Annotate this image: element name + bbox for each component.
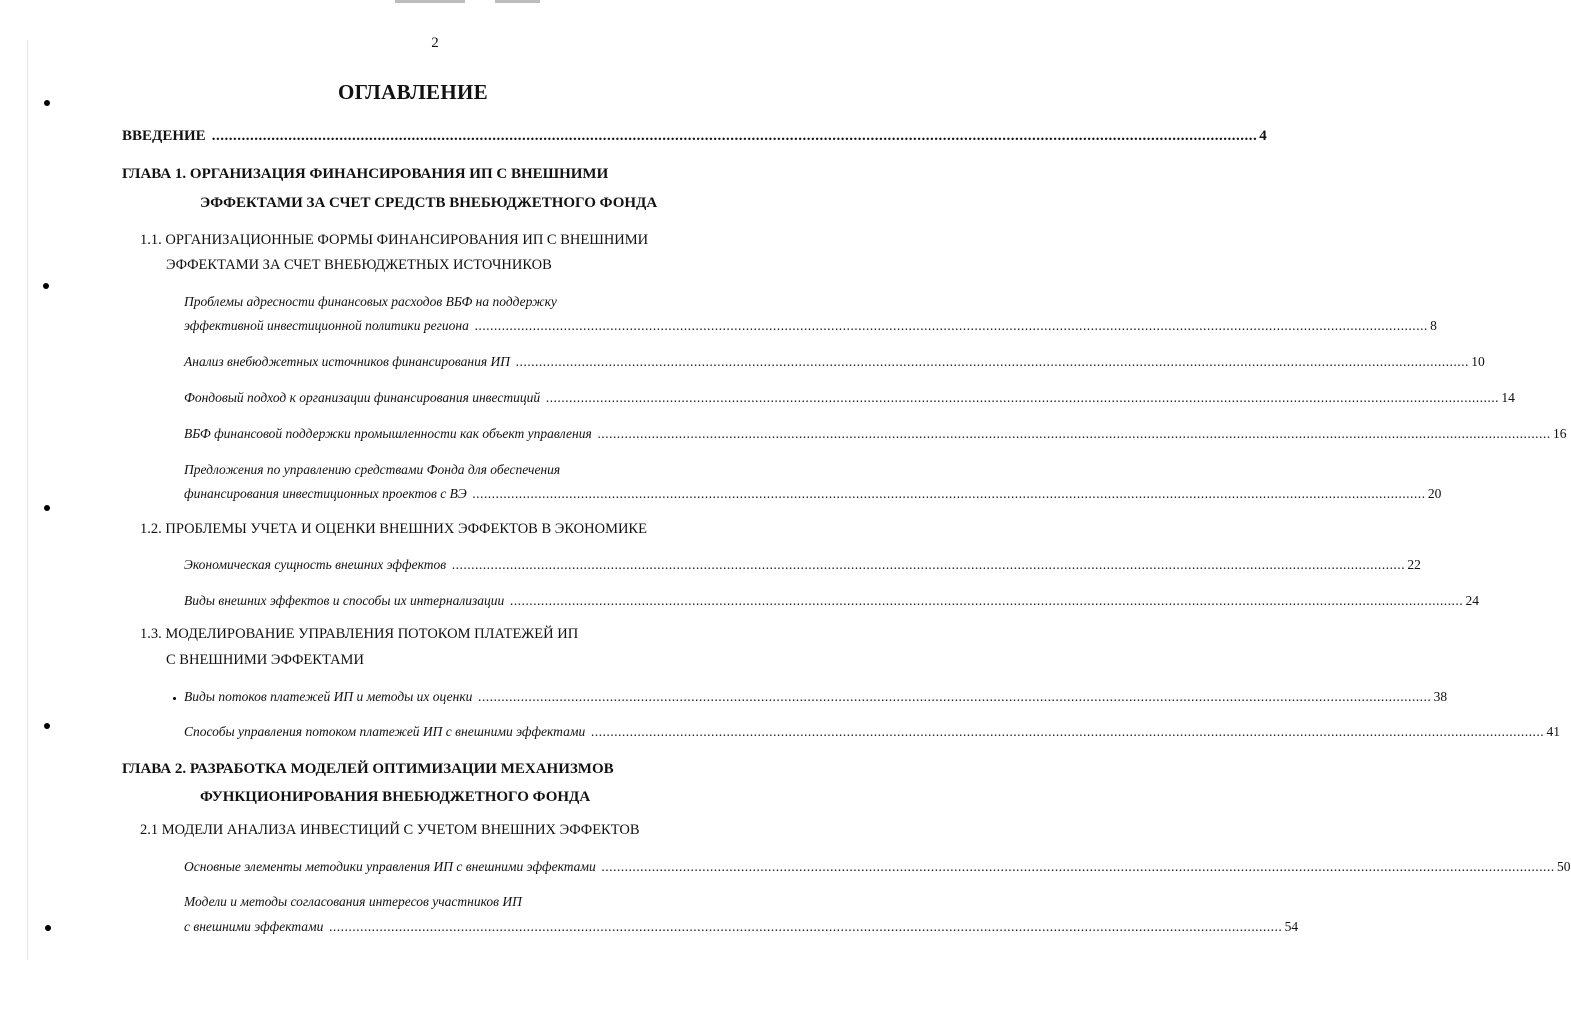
toc-item[interactable]: Модели и методы согласования интересов участников ИП — [184, 894, 522, 909]
scan-mark-top-right — [495, 0, 540, 3]
margin-bullet-icon — [44, 505, 50, 511]
section-1-3-heading-cont[interactable]: С ВНЕШНИМИ ЭФФЕКТАМИ — [166, 652, 364, 668]
toc-item[interactable] — [184, 486, 1442, 502]
dot-leader — [329, 919, 1282, 935]
chapter-1-heading[interactable]: ГЛАВА 1. ОРГАНИЗАЦИЯ ФИНАНСИРОВАНИЯ ИП С ВНЕШНИМИ — [122, 166, 609, 182]
dot-leader — [473, 486, 1426, 502]
toc-item-label: финансирования инвестиционных проектов с ВЭ — [184, 486, 467, 501]
dot-leader — [452, 557, 1405, 573]
toc-page-number: 10 — [1471, 354, 1485, 369]
toc-item[interactable] — [184, 354, 1485, 370]
dot-leader — [591, 724, 1544, 740]
toc-item[interactable] — [184, 919, 1299, 935]
toc-item-label: эффективной инвестиционной политики региона — [184, 318, 469, 333]
dot-leader — [478, 689, 1431, 705]
page-title: ОГЛАВЛЕНИЕ — [338, 80, 488, 104]
toc-item[interactable] — [184, 724, 1560, 740]
toc-item[interactable] — [184, 689, 1448, 705]
section-1-1-heading-cont[interactable]: ЭФФЕКТАМИ ЗА СЧЕТ ВНЕБЮДЖЕТНЫХ ИСТОЧНИКОВ — [166, 257, 552, 273]
toc-item[interactable] — [184, 557, 1421, 573]
dot-leader — [602, 859, 1555, 875]
toc-item[interactable] — [184, 593, 1480, 609]
scan-mark-top-left — [395, 0, 465, 3]
toc-page-number: 8 — [1430, 318, 1437, 333]
section-1-1-heading[interactable]: 1.1. ОРГАНИЗАЦИОННЫЕ ФОРМЫ ФИНАНСИРОВАНИЯ ИП С ВНЕШНИМИ — [140, 232, 649, 248]
toc-page-number: 4 — [1259, 128, 1267, 144]
toc-page-number: 22 — [1407, 557, 1421, 572]
chapter-2-heading[interactable]: ГЛАВА 2. РАЗРАБОТКА МОДЕЛЕЙ ОПТИМИЗАЦИИ МЕХАНИЗМОВ — [122, 761, 614, 777]
dot-leader — [546, 390, 1499, 406]
toc-item-label: Основные элементы методики управления ИП с внешними эффектами — [184, 859, 596, 874]
toc-page-number: 14 — [1501, 390, 1515, 405]
toc-page-number: 38 — [1433, 689, 1448, 704]
section-2-1-heading[interactable]: 2.1 МОДЕЛИ АНАЛИЗА ИНВЕСТИЦИЙ С УЧЕТОМ ВНЕШНИХ ЭФФЕКТОВ — [140, 822, 640, 838]
margin-bullet-icon — [44, 723, 50, 729]
section-1-2-heading[interactable]: 1.2. ПРОБЛЕМЫ УЧЕТА И ОЦЕНКИ ВНЕШНИХ ЭФФЕКТОВ В ЭКОНОМИКЕ — [140, 521, 647, 537]
section-1-3-heading[interactable]: 1.3. МОДЕЛИРОВАНИЕ УПРАВЛЕНИЯ ПОТОКОМ ПЛАТЕЖЕЙ ИП — [140, 626, 579, 642]
toc-item-label: Анализ внебюджетных источников финансирования ИП — [184, 354, 511, 369]
toc-item[interactable]: Предложения по управлению средствами Фонда для обеспечения — [184, 462, 561, 477]
toc-item-label: Способы управления потоком платежей ИП с внешними эффектами — [184, 724, 586, 739]
chapter-2-heading-cont[interactable]: ФУНКЦИОНИРОВАНИЯ ВНЕБЮДЖЕТНОГО ФОНДА — [200, 789, 591, 805]
toc-item-label: Виды потоков платежей ИП и методы их оценки — [184, 689, 473, 704]
toc-page-number: 20 — [1427, 486, 1442, 501]
margin-bullet-icon — [43, 283, 49, 289]
toc-page-number: 54 — [1284, 919, 1299, 934]
dot-leader — [516, 354, 1469, 370]
dot-leader — [598, 426, 1551, 442]
margin-bullet-icon — [45, 925, 51, 931]
toc-item-label: Экономическая сущность внешних эффектов — [184, 557, 447, 572]
toc-item[interactable] — [184, 318, 1437, 334]
toc-entry-label: ВВЕДЕНИЕ — [122, 128, 206, 144]
chapter-1-heading-cont[interactable]: ЭФФЕКТАМИ ЗА СЧЕТ СРЕДСТВ ВНЕБЮДЖЕТНОГО ФОНДА — [200, 195, 658, 211]
toc-entry-intro[interactable] — [122, 128, 1267, 145]
toc-item[interactable]: Проблемы адресности финансовых расходов ВБФ на поддержку — [184, 294, 557, 309]
toc-item[interactable] — [184, 859, 1571, 875]
dot-leader — [510, 593, 1463, 609]
toc-item-label: ВБФ финансовой поддержки промышленности как объект управления — [184, 426, 592, 441]
margin-line — [27, 40, 28, 960]
dot-leader — [475, 318, 1428, 334]
toc-page-number: 24 — [1465, 593, 1480, 608]
toc-item[interactable] — [184, 426, 1567, 442]
toc-page-number: 41 — [1546, 724, 1560, 739]
toc-item[interactable] — [184, 390, 1515, 406]
toc-item-label: с внешними эффектами — [184, 919, 324, 934]
toc-item-label: Фондовый подход к организации финансирования инвестиций — [184, 390, 541, 405]
dot-leader — [212, 128, 1258, 145]
toc-item-label: Виды внешних эффектов и способы их интернализации — [184, 593, 505, 608]
scan-speck — [173, 697, 176, 700]
toc-page-number: 16 — [1552, 426, 1567, 441]
page-number: 2 — [431, 35, 439, 51]
toc-page-number: 50 — [1557, 859, 1571, 874]
